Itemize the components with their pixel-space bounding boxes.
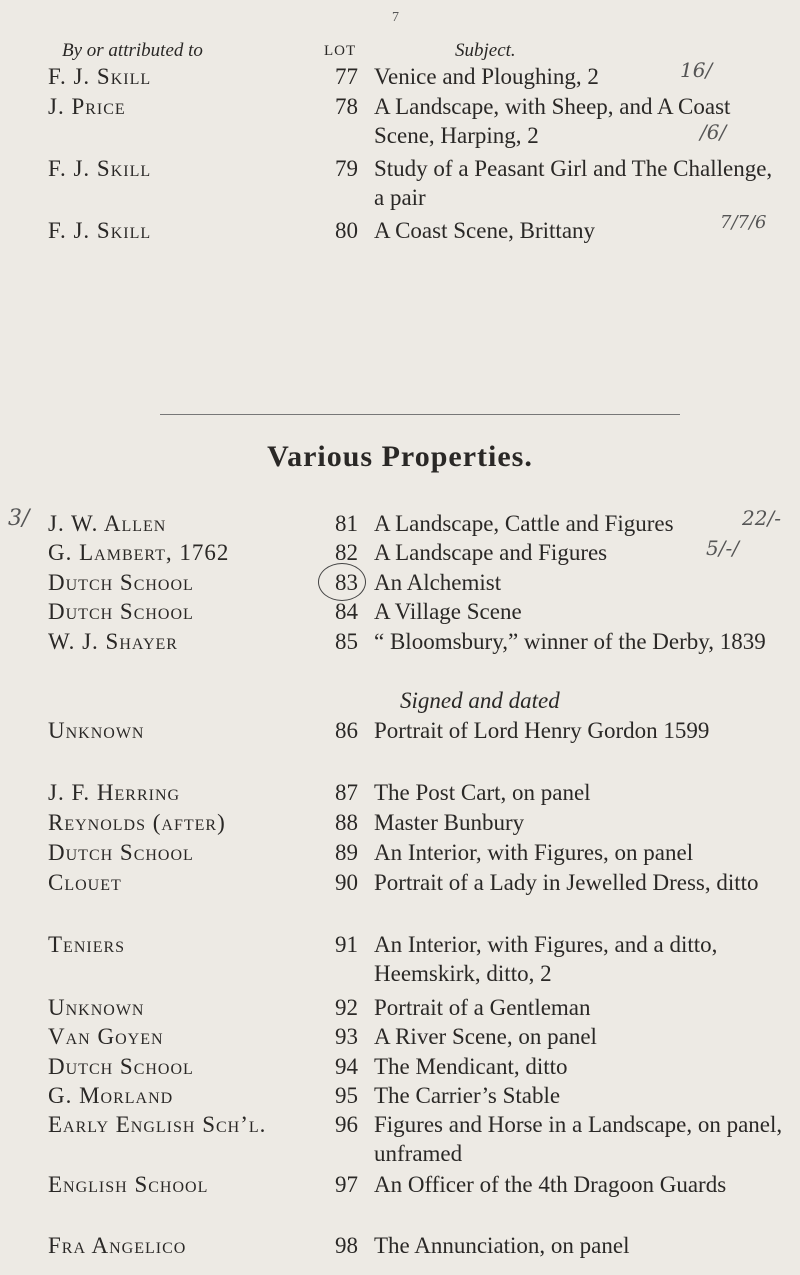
lot-subject: Master Bunbury xyxy=(374,810,525,835)
lot-subject: A River Scene, on panel xyxy=(374,1024,597,1049)
lot-artist: Van Goyen xyxy=(48,1024,164,1049)
lot-number: 94 xyxy=(335,1054,358,1079)
lot-number: 79 xyxy=(335,156,358,181)
pencil-note: 7/7/6 xyxy=(720,212,767,233)
pencil-note: /6/ xyxy=(700,120,727,144)
lot-artist: Teniers xyxy=(48,932,126,957)
lot-number: 92 xyxy=(335,995,358,1020)
pencil-note: 3/ xyxy=(8,506,30,531)
lot-subject: The Annunciation, on panel xyxy=(374,1233,630,1258)
lot-artist: J. Price xyxy=(48,94,126,119)
header-artist: By or attributed to xyxy=(62,40,203,61)
lot-subject: Study of a Peasant Girl and The Challenge, a pair xyxy=(374,156,773,210)
lot-subject: Portrait of a Gentleman xyxy=(374,995,591,1020)
lot-artist: Unknown xyxy=(48,718,145,743)
lot-subject: The Carrier’s Stable xyxy=(374,1083,561,1108)
lot-subject: A Landscape, with Sheep, and A Coast Scene, Harping, 2 xyxy=(374,94,731,148)
lot-artist: Dutch School xyxy=(48,1054,194,1079)
lot-artist: W. J. Shayer xyxy=(48,629,178,654)
lot-subject: A Village Scene xyxy=(374,599,522,624)
lot-artist: Dutch School xyxy=(48,840,194,865)
lot-artist: F. J. Skill xyxy=(48,156,152,181)
page-mark: 7 xyxy=(392,10,399,25)
lot-number: 85 xyxy=(335,629,358,654)
lot-artist: J. F. Herring xyxy=(48,780,181,805)
lot-number: 95 xyxy=(335,1083,358,1108)
header-subject: Subject. xyxy=(455,40,516,61)
pencil-note: 5/-/ xyxy=(706,536,739,560)
lot-number: 93 xyxy=(335,1024,358,1049)
lot-number: 83 xyxy=(335,570,358,595)
lot-subject: The Mendicant, ditto xyxy=(374,1054,568,1079)
lot-number: 78 xyxy=(335,94,358,119)
lot-number: 89 xyxy=(335,840,358,865)
pencil-note: 22/- xyxy=(742,506,781,530)
lot-subject: The Post Cart, on panel xyxy=(374,780,591,805)
lot-number: 82 xyxy=(335,540,358,565)
lot-subject: An Interior, with Figures, on panel xyxy=(374,840,694,865)
lot-number: 91 xyxy=(335,932,358,957)
lot-number: 96 xyxy=(335,1112,358,1137)
lot-subject: “ Bloomsbury,” winner of the Derby, 1839 xyxy=(374,629,766,654)
lot-number: 97 xyxy=(335,1172,358,1197)
lot-artist: G. Morland xyxy=(48,1083,174,1108)
lot-number: 87 xyxy=(335,780,358,805)
lot-number: 81 xyxy=(335,511,358,536)
lot-artist: English School xyxy=(48,1172,209,1197)
lot-subject: Figures and Horse in a Landscape, on panel, unframed xyxy=(374,1112,783,1166)
section-divider xyxy=(160,414,680,415)
lot-artist: F. J. Skill xyxy=(48,218,152,243)
lot-number: 84 xyxy=(335,599,358,624)
lot-subject: A Coast Scene, Brittany xyxy=(374,218,596,243)
lot-number: 90 xyxy=(335,870,358,895)
lot-note: Signed and dated xyxy=(400,688,560,713)
lot-artist: Reynolds (after) xyxy=(48,810,226,835)
lot-subject: A Landscape, Cattle and Figures xyxy=(374,511,674,536)
lot-number: 98 xyxy=(335,1233,358,1258)
lot-number: 88 xyxy=(335,810,358,835)
pencil-note: 16/ xyxy=(680,58,713,82)
lot-number: 77 xyxy=(335,64,358,89)
lot-artist: Dutch School xyxy=(48,570,194,595)
lot-number: 80 xyxy=(335,218,358,243)
lot-subject: Venice and Ploughing, 2 xyxy=(374,64,599,89)
lot-subject: An Alchemist xyxy=(374,570,502,595)
lot-subject: Portrait of a Lady in Jewelled Dress, ditto xyxy=(374,870,759,895)
lot-artist: Dutch School xyxy=(48,599,194,624)
lot-artist: Unknown xyxy=(48,995,145,1020)
lot-subject: A Landscape and Figures xyxy=(374,540,608,565)
lot-number: 86 xyxy=(335,718,358,743)
lot-subject: Portrait of Lord Henry Gordon 1599 xyxy=(374,718,710,743)
lot-artist: G. Lambert, 1762 xyxy=(48,540,230,565)
lot-artist: F. J. Skill xyxy=(48,64,152,89)
lot-subject: An Officer of the 4th Dragoon Guards xyxy=(374,1172,727,1197)
lot-artist: J. W. Allen xyxy=(48,511,167,536)
lot-artist: Early English Sch’l. xyxy=(48,1112,267,1137)
lot-subject: An Interior, with Figures, and a ditto, Heemskirk, ditto, 2 xyxy=(374,932,718,986)
section-title: Various Properties. xyxy=(267,440,533,473)
lot-artist: Clouet xyxy=(48,870,122,895)
lot-artist: Fra Angelico xyxy=(48,1233,187,1258)
hand-drawn-circle xyxy=(318,563,366,601)
header-lot: LOT xyxy=(324,43,357,59)
